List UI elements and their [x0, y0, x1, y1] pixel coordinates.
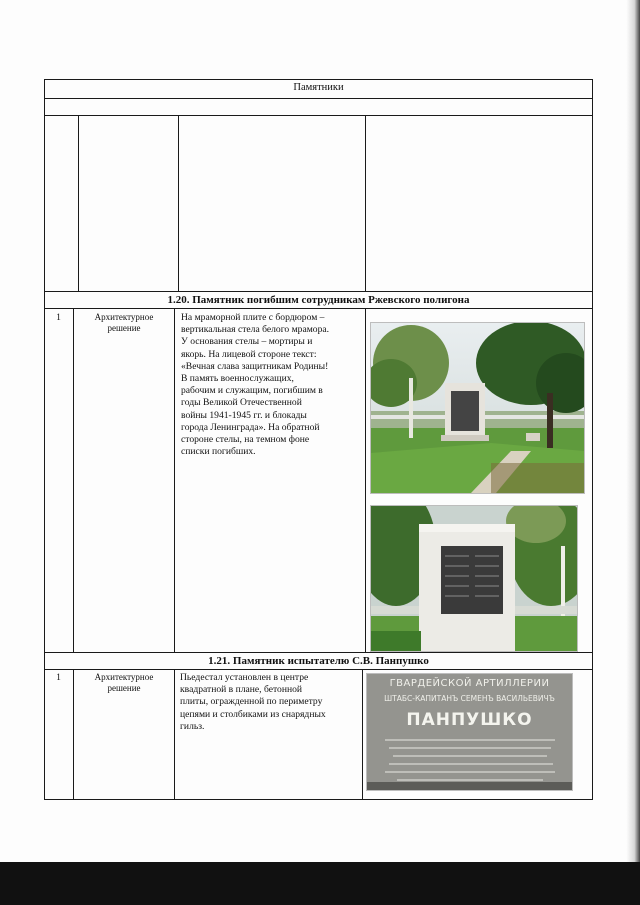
table-header-title: Памятники: [293, 82, 344, 93]
description-line: вертикальная стела белого мрамора.: [181, 324, 330, 336]
monument-photo-stele: [370, 505, 578, 652]
description-line: У основания стелы – мортиры и: [181, 336, 313, 348]
scan-bottom-dark-band: [0, 862, 640, 905]
section-1-21-category: Архитектурное решение: [94, 672, 154, 693]
description-line: города Ленинграда». На обратной: [181, 421, 320, 433]
section-1-20-col-2: [174, 308, 175, 652]
monument-photo-park: [370, 322, 585, 494]
description-line: плиты, огражденной по периметру: [180, 696, 323, 708]
empty-row-col-3: [365, 115, 366, 291]
empty-row-col-2: [178, 115, 179, 291]
empty-row-col-1: [78, 115, 79, 291]
description-line: списки погибших.: [181, 446, 256, 458]
section-1-21-row-number: 1: [56, 672, 61, 683]
section-1-21-description: [180, 672, 362, 733]
description-line: гильз.: [180, 720, 205, 732]
section-1-21-col-2: [174, 669, 175, 800]
description-line: Пьедестал установлен в центре: [180, 672, 309, 683]
section-1-20-top-border: [44, 291, 593, 292]
description-line: войны 1941-1945 гг. и блокады: [181, 409, 307, 421]
table-right-border: [592, 79, 593, 800]
section-1-20-description: [181, 312, 363, 458]
section-1-21-top-border: [44, 652, 593, 653]
table-top-border: [44, 79, 593, 80]
plaque-line-1: ГВАРДЕЙСКОЙ АРТИЛЛЕРИИ: [389, 678, 550, 689]
plaque-line-2: ШТАБС-КАПИТАНЪ СЕМЕНЪ ВАСИЛЬЕВИЧЪ: [384, 694, 555, 703]
section-1-21-title-divider: [44, 669, 593, 670]
description-line: годы Великой Отечественной: [181, 397, 302, 409]
section-1-20-col-1: [73, 308, 74, 652]
description-line: В память военнослужащих,: [181, 373, 294, 385]
memorial-plaque-photo: [366, 673, 573, 791]
description-line: якорь. На лицевой стороне текст:: [181, 348, 317, 360]
description-line: стороне стелы, на темном фоне: [181, 434, 310, 446]
description-line: «Вечная слава защитникам Родины!: [181, 360, 329, 372]
section-1-20-col-3: [365, 308, 366, 652]
table-bottom-border: [44, 799, 593, 800]
table-left-border: [44, 79, 45, 800]
description-line: рабочим и служащим, погибшим в: [181, 385, 323, 397]
description-line: квадратной в плане, бетонной: [180, 684, 303, 696]
section-1-21-col-3: [362, 669, 363, 800]
section-1-20-title: 1.20. Памятник погибшим сотрудникам Ржевского полигона: [167, 294, 470, 306]
table-empty-row-divider: [44, 115, 593, 116]
description-line: цепями и столбиками из снарядных: [180, 708, 326, 720]
section-1-21-col-1: [73, 669, 74, 800]
section-1-20-title-divider: [44, 308, 593, 309]
description-line: На мраморной плите с бордюром –: [181, 312, 325, 323]
section-1-21-title: 1.21. Памятник испытателю С.В. Панпушко: [208, 655, 429, 667]
section-1-20-category: Архитектурное решение: [94, 312, 154, 333]
scan-right-edge-shadow: [626, 0, 640, 905]
plaque-line-3: ПАНПУШКО: [406, 710, 533, 730]
section-1-20-row-number: 1: [56, 312, 61, 323]
table-header-divider: [44, 98, 593, 99]
